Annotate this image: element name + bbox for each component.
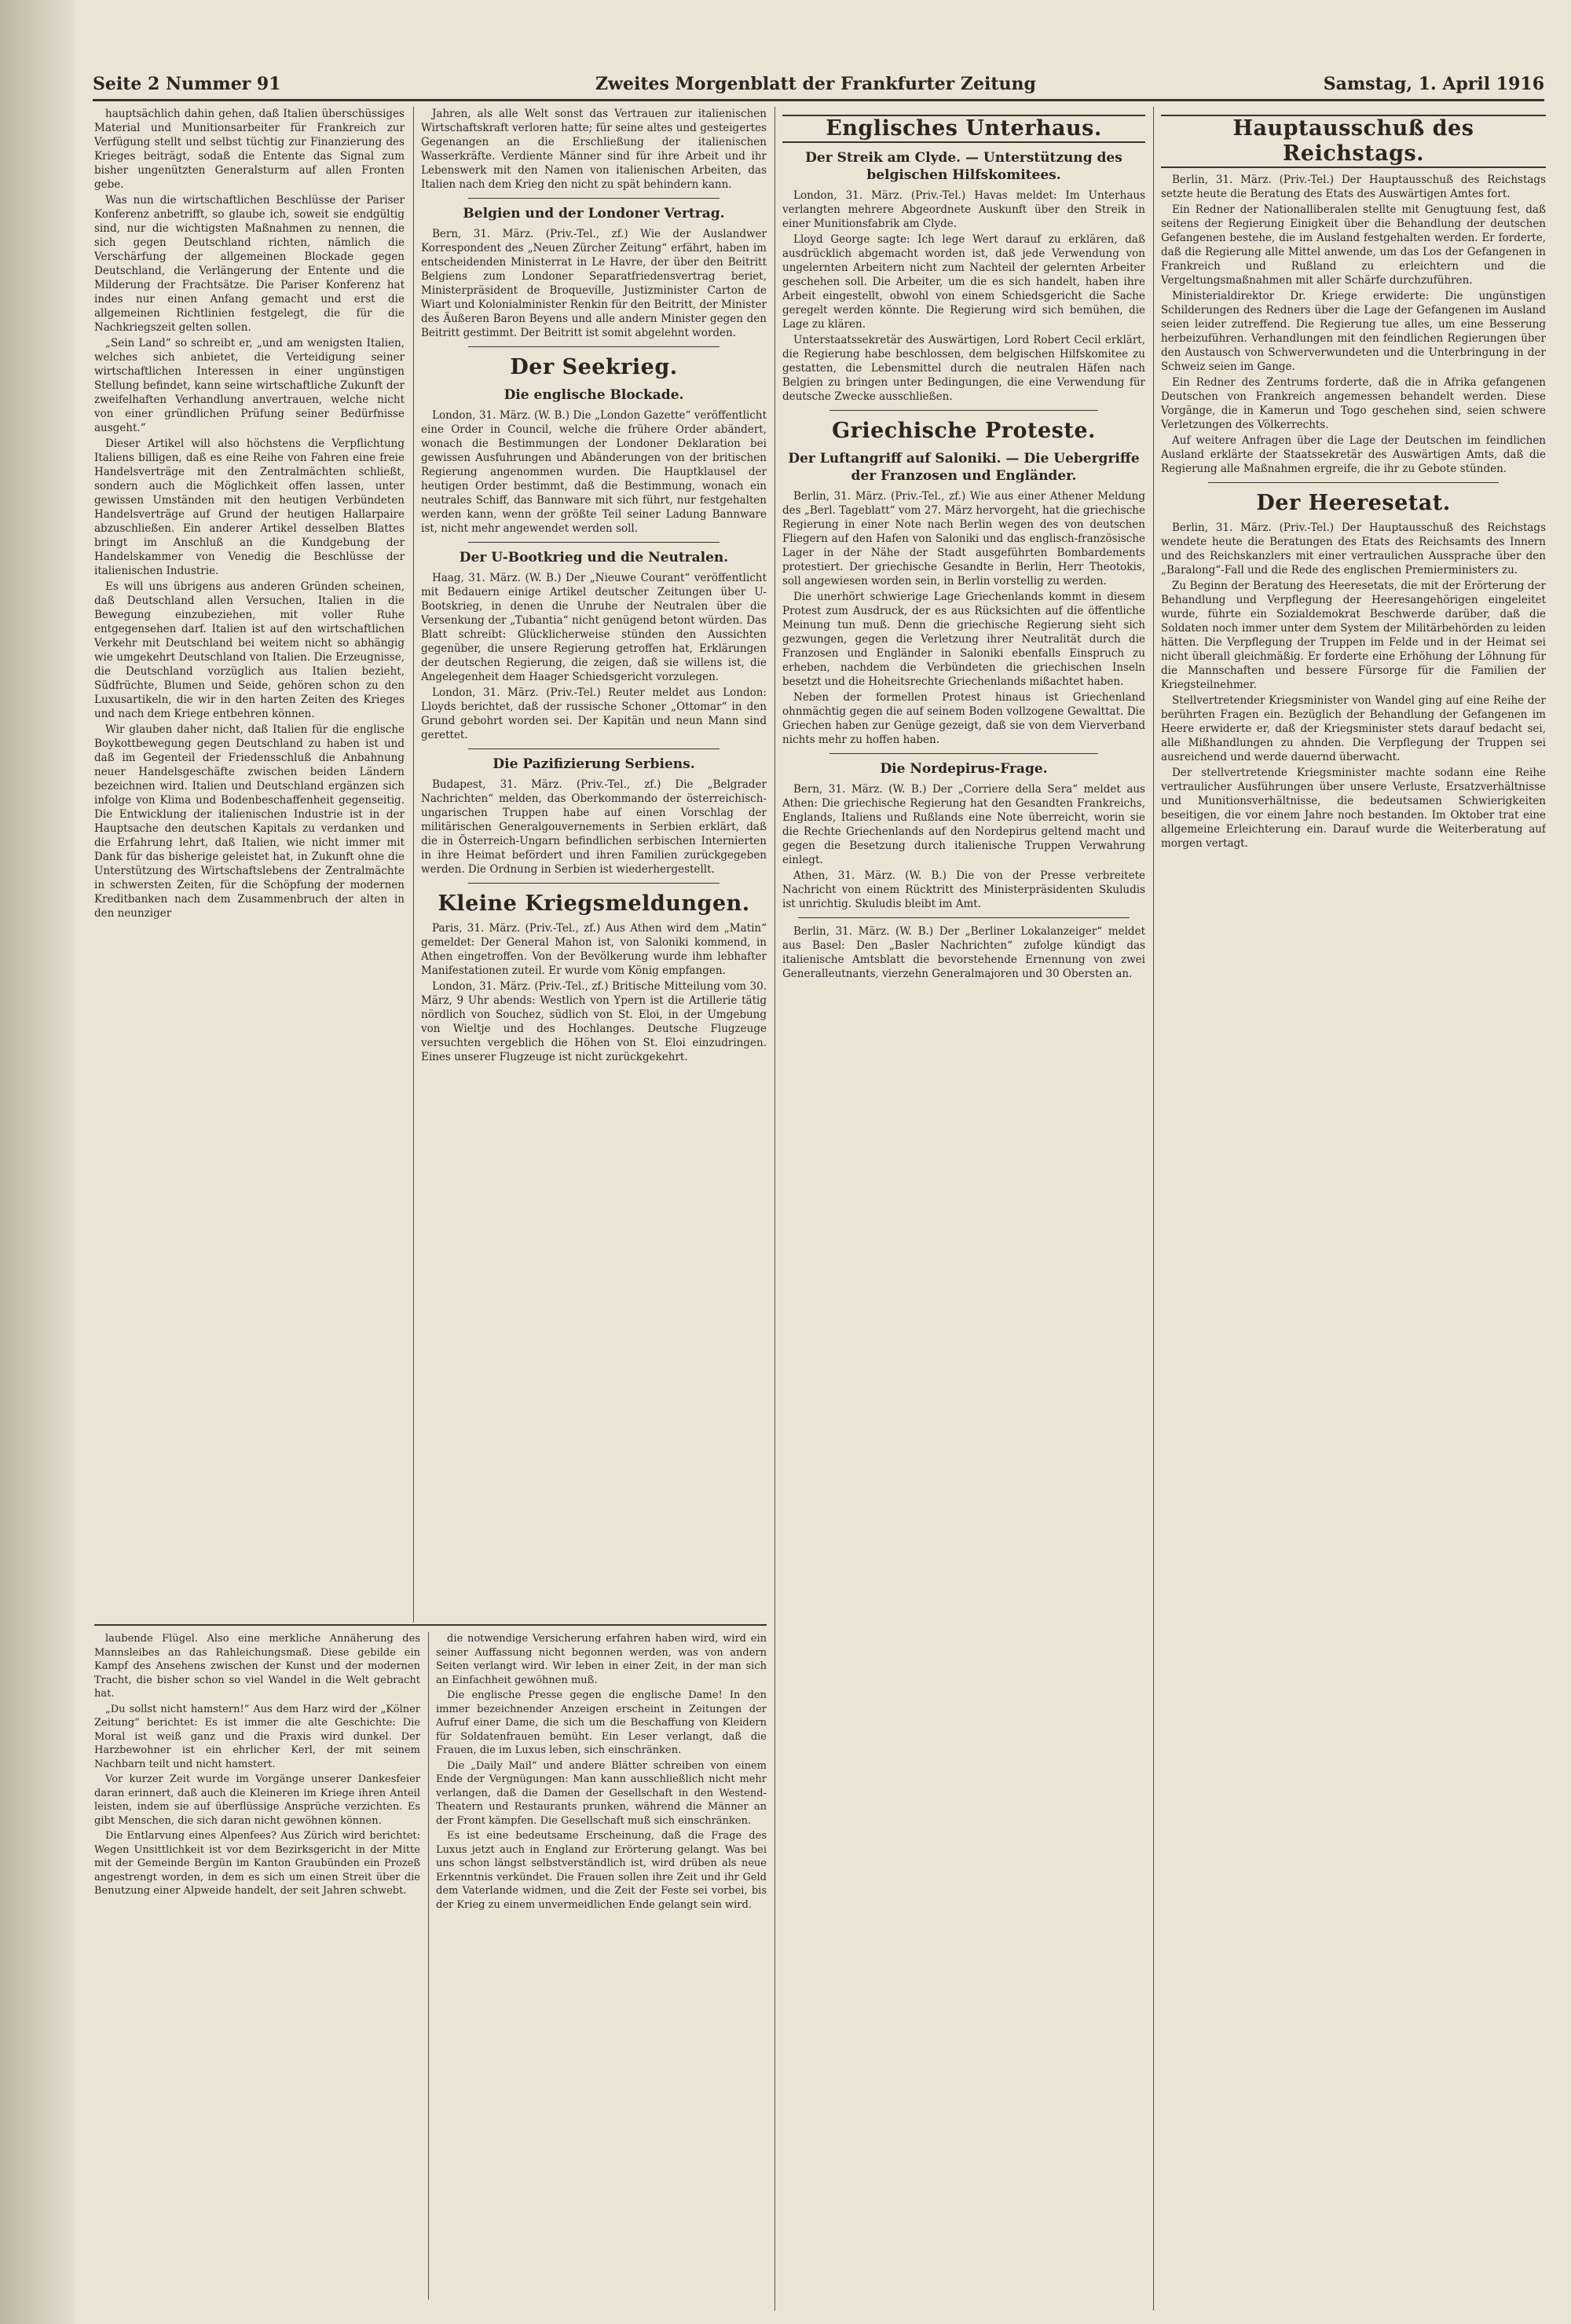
article-paragraph: Es will uns übrigens aus anderen Gründen scheinen, daß Deutschland allen Versuchen, Italien in die Bewegung einzubeziehen, mit voller Ruhe entgegensehen darf. Italien ist auf den wirtschaftlichen Verkehr mit Deutschland bei weitem nicht so abhängig wie umgekehrt Deutschland von Italien. Die Erzeugnisse, die Deutschland vorzüglich aus Italien bezieht, Südfrüchte, Blumen und Seide, gehören schon zu den Luxusartikeln, die wir in den harten Zeiten des Krieges und nach dem Kriege entbehren können. (94, 580, 405, 720)
feuilleton-paragraph: Die englische Presse gegen die englische Dame! In den immer bezeichnender Anzeigen erscheint in Zeitungen der Aufruf einer Dame, die sich um die Beschaffung von Kleidern für Soldatenfrauen bemüht. Ein Leser verlangt, daß die Frauen, die im Luxus leben, sich einschränken. (436, 1689, 767, 1756)
article-paragraph: hauptsächlich dahin gehen, daß Italien überschüssiges Material und Munitionsarbeiter für Frankreich zur Verfügung stellt und selbst tüchtig zur Finanzierung des Krieges beiträgt, sodaß die Entente das Signal zum bisher ungenützten Generalsturm auf allen Fronten gebe. (94, 108, 405, 191)
feuilleton-column-1 (94, 1632, 420, 2300)
article-paragraph: Ein Redner der Nationalliberalen stellte mit Genugtuung fest, daß seitens der Regierung Einigkeit über die Behandlung der deutschen Gefangenen bestehe, die im Ausland festgehalten werden. Er forderte, daß die Regierung alle Mittel anwende, um das Los der Gefangenen in Frankreich und Rußland zu erleichtern und die Vergeltungsmaßnahmen mit aller Schärfe durchzuführen. (1161, 203, 1546, 287)
issue-date: Samstag, 1. April 1916 (1323, 74, 1544, 94)
article-column-4 (1161, 107, 1546, 2311)
article-paragraph: London, 31. März. (Priv.-Tel., zf.) Britische Mitteilung vom 30. März, 9 Uhr abends: Westlich von Ypern ist die Artillerie tätig nördlich von Souchez, südlich von St. Eloi, in der Umgebung von Wieltje und des Hochlanges. Deutsche Flugzeuge versuchten vergeblich die Höhen von St. Eloi einzudringen. Eines unserer Flugzeuge ist nicht zurückgekehrt. (421, 980, 767, 1063)
section-headline: Der Heeresetat. (1256, 491, 1451, 515)
section-headline: Griechische Proteste. (832, 419, 1096, 443)
article-paragraph: London, 31. März. (Priv.-Tel.) Havas meldet: Im Unterhaus verlangten mehrere Abgeordnete Auskunft über den Streik in einer Munitionsfabrik am Clyde. (782, 189, 1145, 230)
section-divider (798, 917, 1130, 918)
article-paragraph: Paris, 31. März. (Priv.-Tel., zf.) Aus Athen wird dem „Matin“ gemeldet: Der General Mahon ist, von Saloniki kommend, in Athen eingetroffen. Von der Bevölkerung wurde ihm lebhafter Manifestationen zuteil. Er wurde vom König empfangen. (421, 922, 767, 977)
article-paragraph: Berlin, 31. März. (Priv.-Tel.) Der Hauptausschuß des Reichstags setzte heute die Beratung des Etats des Auswärtigen Amtes fort. (1161, 174, 1546, 200)
article-paragraph: Was nun die wirtschaftlichen Beschlüsse der Pariser Konferenz anbetrifft, so glaube ich, soweit sie endgültig sind, nur die wichtigsten Maßnahmen zu nennen, die sich gegen Deutschland richten, nämlich die Verschärfung der allgemeinen Blockade gegen Deutschland, die Verlängerung der Entente und die Milderung der Frachtsätze. Die Pariser Konferenz hat indes nur einen Anfang gemacht und erst die allgemeinen Richtlinien festgelegt, die für die Nachkriegszeit gelten sollen. (94, 194, 405, 334)
newspaper-edition-title: Zweites Morgenblatt der Frankfurter Zeitung (595, 74, 1036, 94)
feuilleton-paragraph: Es ist eine bedeutsame Erscheinung, daß die Frage des Luxus jetzt auch in England zur Erörterung gelangt. Was bei uns schon längst selbstverständlich ist, wird drüben als neue Erkenntnis verkündet. Die Frauen sollen ihre Zeit und ihr Geld dem Vaterlande widmen, und die Zeit der Feste sei vorbei, bis der Krieg zu einem unvermeidlichen Ende gelangt sein wird. (436, 1830, 767, 1911)
section-headline: Englisches Unterhaus. (782, 115, 1145, 143)
article-column-3 (782, 107, 1145, 2311)
article-paragraph: Auf weitere Anfragen über die Lage der Deutschen im feindlichen Ausland erklärte der Staatssekretär des Auswärtigen Amts, daß die Regierung alle Maßnahmen ergreife, die ihr zu Gebote stünden. (1161, 434, 1546, 475)
section-headline: Hauptausschuß des Reichstags. (1161, 115, 1546, 168)
page-binding-edge (0, 0, 75, 2324)
feuilleton-paragraph: Die „Daily Mail“ und andere Blätter schreiben von einem Ende der Vergnügungen: Man kann ausschließlich nicht mehr verlangen, daß die Damen der Gesellschaft in den Westend-Theatern und Restaurants prunken, während die Männer an der Front kämpfen. Die Gesellschaft muß sich einschränken. (436, 1759, 767, 1827)
feuilleton-paragraph: Vor kurzer Zeit wurde im Vorgänge unserer Dankesfeier daran erinnert, daß auch die Kleineren im Kriege ihren Anteil leisten, indem sie auf überflüssige Ansprüche verzichten. Es gibt Menschen, die sich daran nicht gewöhnen können. (94, 1773, 420, 1827)
feuilleton-paragraph: laubende Flügel. Also eine merkliche Annäherung des Mannsleibes an das Rahleichungsmaß. Diese gebilde ein Kampf des Ansehens zwischen der Kunst und der modernen Tracht, die bisher schon so viel Wandel in die Welt gebracht hat. (94, 1633, 420, 1700)
article-paragraph: Stellvertretender Kriegsminister von Wandel ging auf eine Reihe der berührten Fragen ein. Bezüglich der Behandlung der Gefangenen im Heere erwiderte er, daß der Kriegsminister stets darauf bedacht sei, alle Mißhandlungen zu ahnden. Die Verpflegung der Truppen sei ausreichend und werde dauernd überwacht. (1161, 694, 1546, 763)
column-rule (413, 107, 414, 1623)
article-paragraph: London, 31. März. (W. B.) Die „London Gazette“ veröffentlicht eine Order in Council, welche die frühere Order abändert, wonach die Bestimmungen der Londoner Deklaration bei gewissen Ausfuhrungen und Abänderungen von der britischen Regierung angenommen wurden. Die Hauptklausel der heutigen Order bestimmt, daß die Bestimmung, wonach ein neutrales Schiff, das Bannware mit sich führt, nur festgehalten werden kann, wenn der größte Teil seiner Ladung Bannware ist, nicht mehr angewendet werden soll. (421, 409, 767, 535)
article-paragraph: Unterstaatssekretär des Auswärtigen, Lord Robert Cecil erklärt, die Regierung habe beschlossen, dem belgischen Hilfskomitee zu gestatten, die Lebensmittel durch die neutralen Häfen nach Belgien zu bringen unter Bedingungen, die eine Verwendung für deutsche Zwecke ausschließen. (782, 334, 1145, 403)
article-paragraph: Neben der formellen Protest hinaus ist Griechenland ohnmächtig gegen die auf seinem Boden vollzogene Gewalttat. Die Griechen haben zur Genüge gezeigt, daß sie von dem Vierverband nichts mehr zu hoffen haben. (782, 691, 1145, 746)
article-paragraph: Dieser Artikel will also höchstens die Verpflichtung Italiens billigen, daß es eine Reihe von Fahren eine freie Handelsverträge mit den Zentralmächten schließt, sondern auch die Möglichkeit offen lassen, unter gewissen Umständen mit den heutigen Verbündeten Handelsverträge auf Grund der heutigen Hallarpaire abzuschließen. Ein anderer Artikel desselben Blattes bringt im Anschluß an die Kundgebung der Handelskammer von Venedig die Beschlüsse der italienischen Industrie. (94, 437, 405, 577)
article-paragraph: Bern, 31. März. (Priv.-Tel., zf.) Wie der Auslandwer Korrespondent des „Neuen Zürcher Zeitung“ erfährt, haben im entscheidenden Ministerrat in Le Havre, der über den Beitritt Belgiens zum Londoner Separatfriedensvertrag beriet, Ministerpräsident de Broqueville, Justizminister Carton de Wiart und Kolonialminister Renkin für den Beitritt, der Minister des Äußeren Baron Beyens und alle andern Minister gegen den Beitritt gestimmt. Der Beitritt ist somit abgelehnt worden. (421, 228, 767, 339)
article-paragraph: Berlin, 31. März. (Priv.-Tel., zf.) Wie aus einer Athener Meldung des „Berl. Tageblatt“ vom 27. März hervorgeht, hat die griechische Regierung in einer Note nach Berlin wegen des von deutschen Fliegern auf den Hafen von Saloniki und das englisch-französische Lager in der Nähe der Stadt ausgeführten Bombardements protestiert. Der griechische Gesandte in Berlin, Herr Theotokis, soll angewiesen worden sein, in Berlin vorstellig zu werden. (782, 490, 1145, 587)
article-paragraph: Budapest, 31. März. (Priv.-Tel., zf.) Die „Belgrader Nachrichten“ melden, das Oberkommando der österreichisch-ungarischen Truppen habe auf einen Vorschlag der militärischen Generalgouvernements in Serbien erklärt, daß die in Österreich-Ungarn befindlichen serbischen Internierten in ihre Heimat befördert und ihren Familien zurückgegeben werden. Die Ordnung in Serbien ist wiederhergestellt. (421, 778, 767, 876)
article-paragraph: Wir glauben daher nicht, daß Italien für die englische Boykottbewegung gegen Deutschland zu haben ist und daß im Gegenteil der Friedensschluß die Anbahnung neuer Handelsgeschäfte zwischen beiden Ländern bezeichnen wird. Italien und Deutschland ergänzen sich infolge von Klima und Bodenbeschaffenheit gegenseitig. Die Entwicklung der italienischen Industrie ist in der Hauptsache den deutschen Kapitals zu verdanken und die Erfahrung lehrt, daß Italien, wie nicht immer mit Dank für das bisherige geleistet hat, in Zukunft ohne die Unterstützung des Wirtschaftslebens der Zentralmächte in schwersten Zeiten, für die Schöpfung der modernen Kreditbanken nach dem Zusammenbruch der alten in den neunziger (94, 723, 405, 920)
article-column-2 (421, 107, 767, 1615)
article-headline: Die Pazifizierung Serbiens. (493, 756, 695, 772)
section-divider (468, 542, 720, 543)
section-divider (829, 753, 1098, 754)
feuilleton-column-2 (436, 1632, 767, 2300)
feuilleton-paragraph: die notwendige Versicherung erfahren haben wird, wird ein seiner Auffassung nicht begonnen werden, was von andern Seiten verlangt wird. Wir leben in einer Zeit, in der man sich an Einfachheit gewöhnen muß. (436, 1633, 767, 1686)
column-rule (1153, 107, 1154, 2311)
section-headline: Der Seekrieg. (510, 355, 678, 379)
article-headline: Die Nordepirus-Frage. (880, 761, 1048, 777)
article-paragraph: London, 31. März. (Priv.-Tel.) Reuter meldet aus London: Lloyds berichtet, daß der russische Schoner „Ottomar“ in den Grund gebohrt worden sei. Der Kapitän und neun Mann sind gerettet. (421, 686, 767, 741)
article-subheadline: Die englische Blockade. (504, 387, 684, 403)
article-paragraph: Ein Redner des Zentrums forderte, daß die in Afrika gefangenen Deutschen von Frankreich angemessen behandelt werden. Diese Vorgänge, die in Kamerun und Togo geschehen sind, seien schwere Verletzungen des Völkerrechts. (1161, 376, 1546, 431)
section-divider (829, 410, 1098, 411)
section-divider (1208, 482, 1499, 483)
article-paragraph: Zu Beginn der Beratung des Heeresetats, die mit der Erörterung der Behandlung und Verpflegung der Heeresangehörigen eingeleitet wurde, führte ein Sozialdemokrat Beschwerde darüber, daß die Soldaten noch immer unter dem System der Militärbehörden zu leiden hätten. Die Verpflegung der Truppen im Felde und in der Heimat sei nicht überall gleichmäßig. Er forderte eine Erhöhung der Löhnung für die Mannschaften und bessere Fürsorge für die Familien der Kriegsteilnehmer. (1161, 580, 1546, 691)
running-header (93, 72, 1544, 101)
article-headline: Der U-Bootkrieg und die Neutralen. (459, 550, 729, 565)
article-paragraph: Die unerhört schwierige Lage Griechenlands kommt in diesem Protest zum Ausdruck, der es aus Rücksichten auf die öffentliche Meinung tun muß. Denn die griechische Regierung sieht sich gezwungen, gegen die Verletzung ihrer Neutralität durch die Franzosen und Engländer in Saloniki ebenfalls Einspruch zu erheben, nachdem die Verbündeten die griechischen Inseln besetzt und die Hoheitsrechte Griechenlands mißachtet haben. (782, 591, 1145, 688)
section-divider (468, 883, 720, 884)
article-subheadline: Der Streik am Clyde. — Unterstützung des belgischen Hilfskomitees. (805, 150, 1122, 183)
feuilleton-paragraph: „Du sollst nicht hamstern!“ Aus dem Harz wird der „Kölner Zeitung“ berichtet: Es ist immer die alte Geschichte: Die Moral ist weiß ganz und die Praxis wird dunkel. Der Harzbewohner ist ein ehrlicher Kerl, der mit seinem Nachbarn teilt und nicht hamstert. (94, 1703, 420, 1770)
section-divider (468, 346, 720, 347)
article-paragraph: Ministerialdirektor Dr. Kriege erwiderte: Die ungünstigen Schilderungen des Redners über die Lage der Gefangenen im Ausland seien leider zutreffend. Die Regierung tue alles, um eine Besserung herbeizuführen. Verhandlungen mit den feindlichen Regierungen über den Austausch von Schwerverwundeten und die Unterbringung in der Schweiz seien im Gange. (1161, 290, 1546, 373)
section-divider (468, 748, 720, 749)
article-paragraph: Athen, 31. März. (W. B.) Die von der Presse verbreitete Nachricht von einem Rücktritt des Ministerpräsidenten Skuludis ist unrichtig. Skuludis bleibt im Amt. (782, 869, 1145, 910)
column-rule (428, 1632, 429, 2300)
article-paragraph: Der stellvertretende Kriegsminister machte sodann eine Reihe vertraulicher Ausführungen über unsere Verluste, Ersatzverhältnisse und Munitionsverhältnisse, die bedeutsamen Schwierigkeiten beseitigen, die vor einem Jahre noch bestanden. Im Oktober trat eine allgemeine Erleichterung ein. Darauf wurde die Weiterberatung auf morgen vertagt. (1161, 767, 1546, 850)
article-paragraph: Jahren, als alle Welt sonst das Vertrauen zur italienischen Wirtschaftskraft verloren hatte; für seine altes und gesteigertes Gegenangen an die Erschließung der italienischen Wasserkräfte. Verdiente Männer sind für ihre Arbeit und ihr Lebenswerk mit den Namen von italienischen Arbeiten, das Italien nach dem Krieg den nicht zu spät behindern kann. (421, 108, 767, 191)
article-subheadline: Der Luftangriff auf Saloniki. — Die Uebergriffe der Franzosen und Engländer. (788, 451, 1140, 484)
page-number: Seite 2 Nummer 91 (93, 74, 281, 94)
article-paragraph: Berlin, 31. März. (W. B.) Der „Berliner Lokalanzeiger“ meldet aus Basel: Den „Basler Nachrichten“ zufolge kündigt das italienische Amtsblatt die bevorstehende Ernennung von zwei Generalleutnants, vierzehn Generalmajoren und 30 Obersten an. (782, 925, 1145, 980)
article-paragraph: Berlin, 31. März. (Priv.-Tel.) Der Hauptausschuß des Reichstags wendete heute die Beratungen des Etats des Reichsamts des Innern und des Reichskanzlers mit einer vertraulichen Aussprache über den „Baralong“-Fall und die Rede des englischen Premierministers zu. (1161, 522, 1546, 576)
article-paragraph: Lloyd George sagte: Ich lege Wert darauf zu erklären, daß ausdrücklich abgemacht worden ist, daß jede Verwendung von ungelernten Arbeitern nicht zum Nachteil der gelernten Arbeiter geschehen soll. Die Arbeiter, um die es sich handelt, haben ihre Arbeit eingestellt, obwohl von einem Schiedsgericht die Sache geregelt werden könnte. Die Regierung wird sich bemühen, die Lage zu klären. (782, 233, 1145, 331)
article-paragraph: „Sein Land“ so schreibt er, „und am wenigsten Italien, welches sich anbietet, die Verteidigung seiner wirtschaftlichen Interessen in einer ungünstigen Stellung befindet, kann seine wirtschaftliche Zukunft der zweifelhaften Verhandlung anvertrauen, welche nicht von einer gründlichen Prüfung seiner Bedürfnisse ausgeht.“ (94, 337, 405, 434)
article-paragraph: Bern, 31. März. (W. B.) Der „Corriere della Sera“ meldet aus Athen: Die griechische Regierung hat den Gesandten Frankreichs, Englands, Italiens und Rußlands eine Note überreicht, worin sie die Rechte Griechenlands auf den Nordepirus geltend macht und gegen die Besetzung durch italienische Truppen Verwahrung einlegt. (782, 783, 1145, 866)
section-divider (468, 198, 720, 199)
section-headline: Kleine Kriegsmeldungen. (438, 891, 750, 916)
feuilleton-divider (94, 1624, 767, 1626)
article-headline: Belgien und der Londoner Vertrag. (463, 206, 725, 221)
feuilleton-paragraph: Die Entlarvung eines Alpenfees? Aus Zürich wird berichtet: Wegen Unsittlichkeit ist vor dem Bezirksgericht in der Mitte mit der Gemeinde Bergün im Kanton Graubünden ein Prozeß angestrengt worden, in dem es sich um einen Streit über die Benutzung einer Alpweide handelt, der seit Jahren schwebt. (94, 1830, 420, 1897)
article-paragraph: Haag, 31. März. (W. B.) Der „Nieuwe Courant“ veröffentlicht mit Bedauern einige Artikel deutscher Zeitungen über U-Bootskrieg, in denen die Unruhe der Neutralen über die Versenkung der „Tubantia“ nicht genügend betont würden. Das Blatt schreibt: Glücklicherweise stünden den Aussichten gegenüber, die unsere Regierung getroffen hat, Erklärungen der deutschen Regierung, die zeigen, daß sie willens ist, die Angelegenheit dem Haager Schiedsgericht vorzulegen. (421, 572, 767, 683)
article-column-1 (94, 107, 405, 1615)
